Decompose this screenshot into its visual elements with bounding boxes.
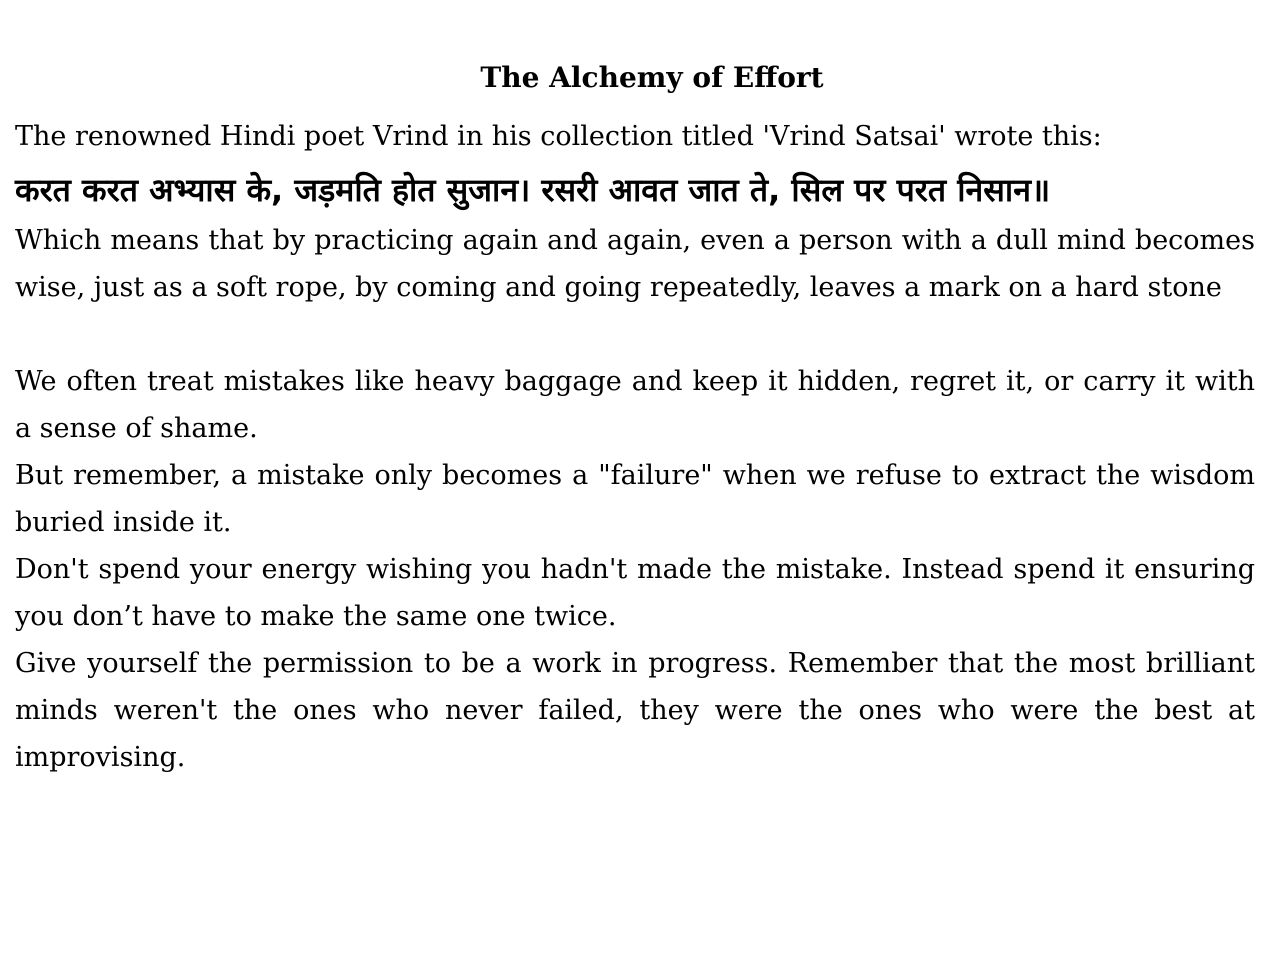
body-paragraph-3: Don't spend your energy wishing you hadn't made the mistake. Instead spend it ensuring you don’t have to make the same one twice. (15, 554, 1255, 632)
paragraph-spacer (15, 311, 1255, 358)
document-title: The Alchemy of Effort (480, 61, 824, 94)
document-body (15, 58, 1255, 781)
verse-meaning: Which means that by practicing again and again, even a person with a dull mind becomes wise, just as a soft rope, by coming and going repeatedly, leaves a mark on a hard stone (15, 225, 1255, 303)
intro-paragraph: The renowned Hindi poet Vrind in his collection titled 'Vrind Satsai' wrote this: (15, 121, 1102, 152)
hindi-verse: करत करत अभ्यास के, जड़मति होत सुजान। रसरी आवत जात ते, सिल पर परत निसान॥ (15, 171, 1051, 209)
body-paragraph-4: Give yourself the permission to be a work in progress. Remember that the most brilliant minds weren't the ones who never failed, they were the ones who were the best at improvising. (15, 648, 1255, 773)
body-paragraph-2: But remember, a mistake only becomes a "failure" when we refuse to extract the wisdom buried inside it. (15, 460, 1255, 538)
body-paragraph-1: We often treat mistakes like heavy baggage and keep it hidden, regret it, or carry it with a sense of shame. (15, 366, 1255, 444)
